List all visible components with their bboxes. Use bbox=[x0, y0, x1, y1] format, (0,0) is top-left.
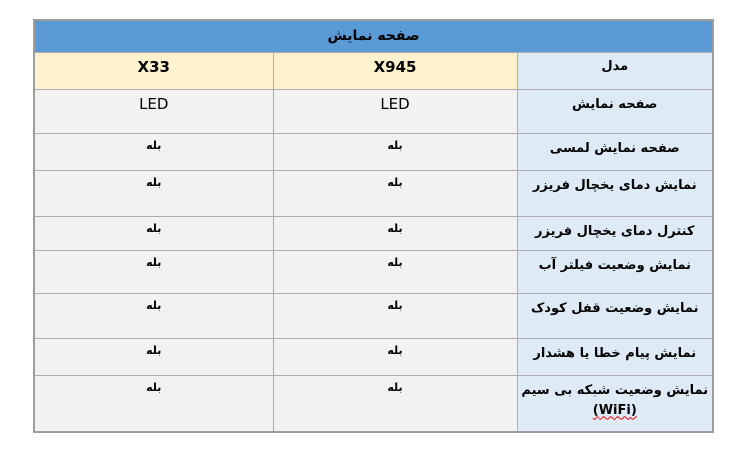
x33-value-cell: بله bbox=[34, 216, 273, 250]
x33-value-cell: بله bbox=[34, 375, 273, 432]
x945-value-cell: بله bbox=[273, 133, 517, 170]
wifi-spellcheck-text: (WiFi) bbox=[592, 402, 637, 418]
x33-value-cell: بله bbox=[34, 170, 273, 216]
row-label-text: نمایش وضعیت شبکه بی سیم bbox=[521, 382, 709, 398]
x33-value-cell: بله bbox=[34, 338, 273, 375]
table-row bbox=[34, 89, 713, 133]
table-row bbox=[34, 250, 713, 293]
x33-value-cell: بله bbox=[34, 250, 273, 293]
table-row bbox=[34, 293, 713, 338]
x33-value-cell: LED bbox=[34, 89, 273, 133]
table-row bbox=[34, 133, 713, 170]
table-row bbox=[34, 375, 713, 432]
x945-value-cell: بله bbox=[273, 250, 517, 293]
row-label-cell: نمایش دمای یخچال فریزر bbox=[517, 170, 713, 216]
model-x945-header: X945 bbox=[273, 52, 517, 89]
row-label-cell: کنترل دمای یخچال فریزر bbox=[517, 216, 713, 250]
table-title: صفحه نمایش bbox=[34, 20, 713, 52]
row-label-cell: صفحه نمایش bbox=[517, 89, 713, 133]
x945-value-cell: بله bbox=[273, 170, 517, 216]
table-title-row bbox=[34, 20, 713, 52]
row-label-cell: نمایش وضعیت فیلتر آب bbox=[517, 250, 713, 293]
row-label-cell: صفحه نمایش لمسی bbox=[517, 133, 713, 170]
comparison-table bbox=[33, 19, 714, 433]
model-header-row bbox=[34, 52, 713, 89]
x33-value-cell: بله bbox=[34, 133, 273, 170]
x945-value-cell: بله bbox=[273, 338, 517, 375]
row-label-cell: نمایش پیام خطا یا هشدار bbox=[517, 338, 713, 375]
row-label-cell: نمایش وضعیت قفل کودک bbox=[517, 293, 713, 338]
x945-value-cell: LED bbox=[273, 89, 517, 133]
x945-value-cell: بله bbox=[273, 375, 517, 432]
table-row bbox=[34, 338, 713, 375]
x945-value-cell: بله bbox=[273, 216, 517, 250]
x33-value-cell: بله bbox=[34, 293, 273, 338]
x945-value-cell: بله bbox=[273, 293, 517, 338]
model-x33-header: X33 bbox=[34, 52, 273, 89]
table-row bbox=[34, 170, 713, 216]
row-label-cell bbox=[517, 375, 713, 432]
table-row bbox=[34, 216, 713, 250]
model-header-label: مدل bbox=[517, 52, 713, 89]
